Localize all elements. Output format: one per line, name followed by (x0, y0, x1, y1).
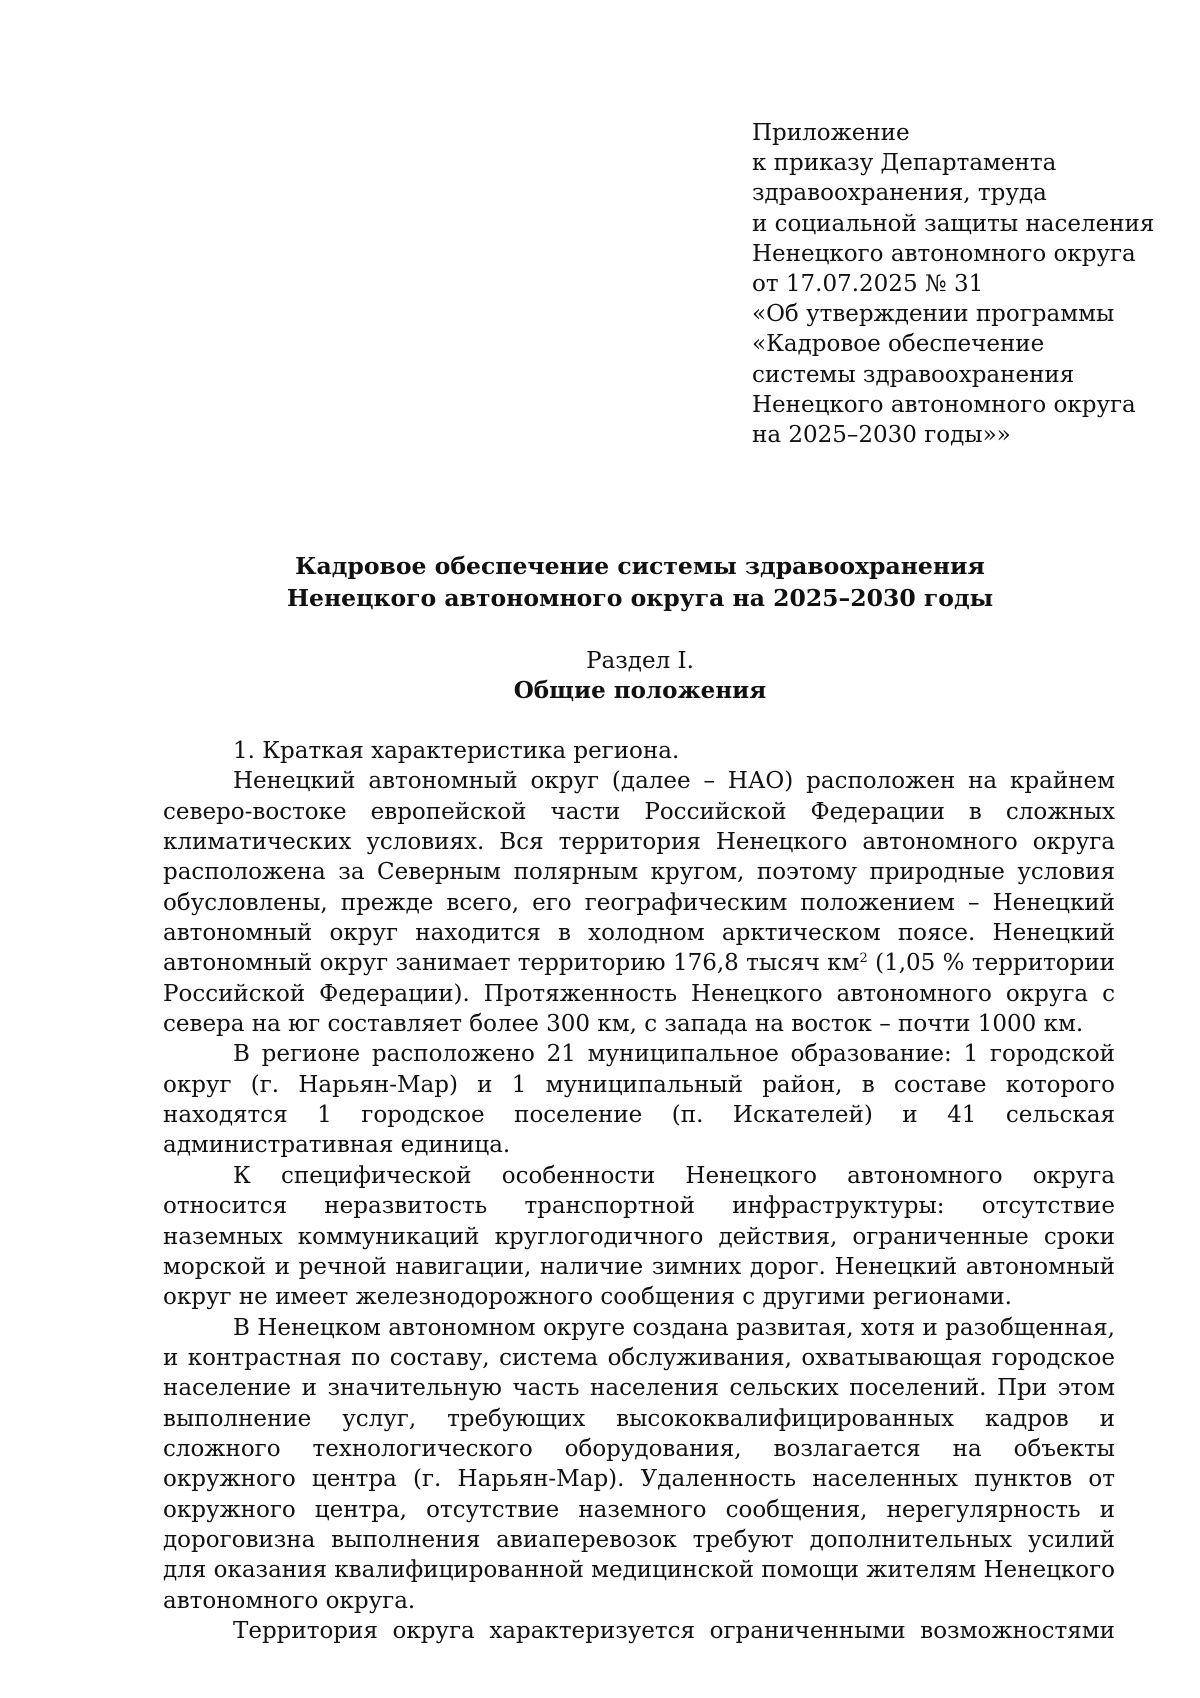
appendix-line: системы здравоохранения (752, 361, 1075, 388)
section-header (160, 646, 1120, 706)
appendix-line: «Кадровое обеспечение (752, 331, 1045, 358)
appendix-header (752, 118, 1172, 450)
appendix-line: Ненецкого автономного округа (752, 391, 1136, 418)
section-heading: Общие положения (513, 677, 767, 704)
paragraph-4: К специфической особенности Ненецкого автономного округа относится неразвитость транспортной инфраструктуры: отсутствие наземных коммуникаций круглогодичного действия, ограниченные сроки морской и речной навигации, наличие зимних дорог. Ненецкий автономный округ не имеет железнодорожного сообщения с другими регионами. (163, 1162, 1115, 1311)
superscript-2: 2 (859, 951, 868, 967)
paragraph-6: Территория округа характеризуется ограниченными возможностями (233, 1617, 1115, 1644)
appendix-line: и социальной защиты населения (752, 210, 1155, 237)
paragraph-2 (163, 766, 1115, 1039)
appendix-line: от 17.07.2025 № 31 (752, 270, 984, 297)
appendix-line: Приложение (752, 120, 910, 146)
appendix-line: к приказу Департамента (752, 150, 1057, 177)
paragraph-3: В регионе расположено 21 муниципальное образование: 1 городской округ (г. Нарьян-Мар) и 1 муниципальный район, в составе которого находятся 1 городское поселение (п. Искателей) и 41 сельская административная единица. (163, 1041, 1115, 1159)
document-body (163, 736, 1115, 1646)
appendix-line: «Об утверждении программы (752, 301, 1115, 328)
title-line-2: Ненецкого автономного округа на 2025–2030 годы (286, 584, 994, 612)
paragraph-2-text-a: Ненецкий автономный округ (далее – НАО) расположен на крайнем северо-востоке европейской части Российской Федерации в сложных климатических условиях. Вся территория Ненецкого автономного округа расположена за Северным полярным кругом, поэтому природные условия обусловлены, прежде всего, его географическим положением – Ненецкий автономный округ находится в холодном арктическом поясе. Ненецкий автономный округ занимает территорию 176,8 тысяч км (163, 768, 1115, 977)
appendix-line: Ненецкого автономного округа (752, 240, 1136, 267)
title-line-1: Кадровое обеспечение системы здравоохранения (295, 552, 985, 580)
appendix-line: здравоохранения, труда (752, 180, 1047, 207)
document-title (160, 550, 1120, 614)
paragraph-5: В Ненецком автономном округе создана развитая, хотя и разобщенная, и контрастная по составу, система обслуживания, охватывающая городское население и значительную часть населения сельских поселений. При этом выполнение услуг, требующих высококвалифицированных кадров и сложного технологического оборудования, возлагается на объекты окружного центра (г. Нарьян-Мар). Удаленность населенных пунктов от окружного центра, отсутствие наземного сообщения, нерегулярность и дороговизна выполнения авиаперевозок требуют дополнительных усилий для оказания квалифицированной медицинской помощи жителям Ненецкого автономного округа. (163, 1314, 1115, 1614)
paragraph-1: 1. Краткая характеристика региона. (233, 738, 680, 764)
section-number: Раздел I. (586, 648, 694, 674)
appendix-line: на 2025–2030 годы»» (752, 421, 1011, 448)
paragraph-2-text-b: (1,05 % территории Российской Федерации). Протяженность Ненецкого автономного округа с севера на юг составляет более 300 км, с запада на восток – почти 1000 км. (163, 950, 1115, 1038)
